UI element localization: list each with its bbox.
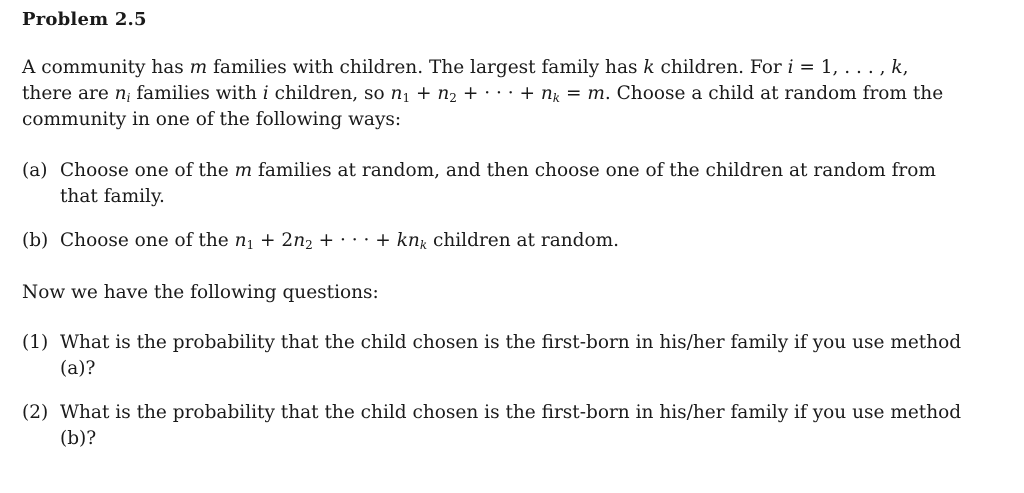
intro-line-1: A community has m families with children. The largest family has k children. For i = 1, . . . , k, xyxy=(22,57,909,78)
option-b-text: Choose one of the $n_1 + 2n_2$ + · · · + $kn_k$ children at random. xyxy=(60,230,620,252)
question-2-text: What is the probability that the child chosen is the first-born in his/her family if you use method (b)? xyxy=(60,402,962,449)
questions-intro: Now we have the following questions: xyxy=(22,282,379,303)
question-2-label: (2) xyxy=(22,402,49,423)
intro-line-3: community in one of the following ways: xyxy=(22,109,402,130)
question-1-text: What is the probability that the child chosen is the first-born in his/her family if you use method (a)? xyxy=(60,332,962,379)
intro-paragraph xyxy=(22,55,943,133)
intro-line-2: there are $n_i$ families with i children, so $n_1 + n_2$ + · · · + $n_k = m$. Choose a child at random from the xyxy=(22,83,944,105)
option-a-label: (a) xyxy=(22,160,48,181)
problem-title: Problem 2.5 xyxy=(22,9,147,30)
option-b-label: (b) xyxy=(22,230,49,251)
question-1-label: (1) xyxy=(22,332,49,353)
option-a-text: Choose one of the m families at random, and then choose one of the children at random from that family. xyxy=(60,160,936,207)
